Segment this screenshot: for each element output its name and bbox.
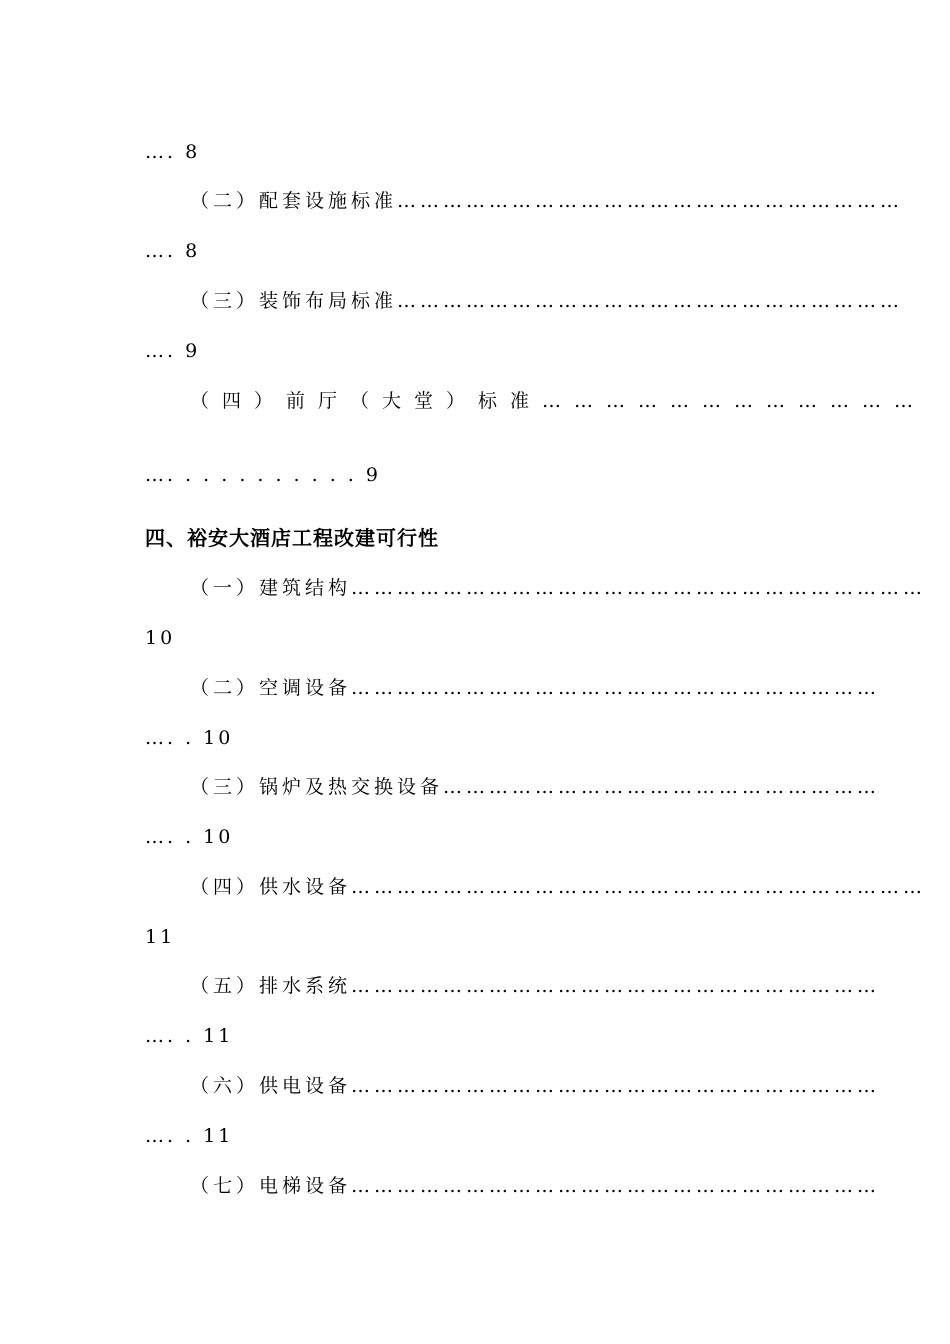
toc-page-number: …. . 11 <box>145 1125 234 1147</box>
toc-page-number: …. . . . . . . . . . . 9 <box>145 464 381 486</box>
toc-entry: （三）锅炉及热交换设备………………………………………………… <box>190 776 881 798</box>
toc-entry: （六）供电设备…………………………………………………………… <box>190 1075 881 1097</box>
toc-entry: （四）前厅（大堂）标准……………………………… <box>190 390 927 412</box>
toc-page-number: 10 <box>145 627 176 649</box>
toc-entry: （三）装饰布局标准………………………………………………………… <box>190 290 904 312</box>
toc-page-number: …. 9 <box>145 340 201 362</box>
toc-entry: （七）电梯设备…………………………………………………………… <box>190 1175 881 1197</box>
toc-page-number: …. . 10 <box>145 826 234 848</box>
toc-page-number: …. . 11 <box>145 1025 234 1047</box>
toc-entry: （四）供水设备………………………………………………………………… <box>190 876 927 898</box>
section-heading: 四、裕安大酒店工程改建可行性 <box>145 526 439 550</box>
toc-entry: （五）排水系统…………………………………………………………… <box>190 975 881 997</box>
toc-page-number: …. 8 <box>145 240 201 262</box>
toc-page-number: …. 8 <box>145 141 201 163</box>
toc-entry: （二）空调设备…………………………………………………………… <box>190 677 881 699</box>
toc-entry: （一）建筑结构………………………………………………………………… <box>190 577 927 599</box>
toc-page-number: …. . 10 <box>145 727 234 749</box>
toc-page-number: 11 <box>145 926 176 948</box>
toc-entry: （二）配套设施标准………………………………………………………… <box>190 190 904 212</box>
